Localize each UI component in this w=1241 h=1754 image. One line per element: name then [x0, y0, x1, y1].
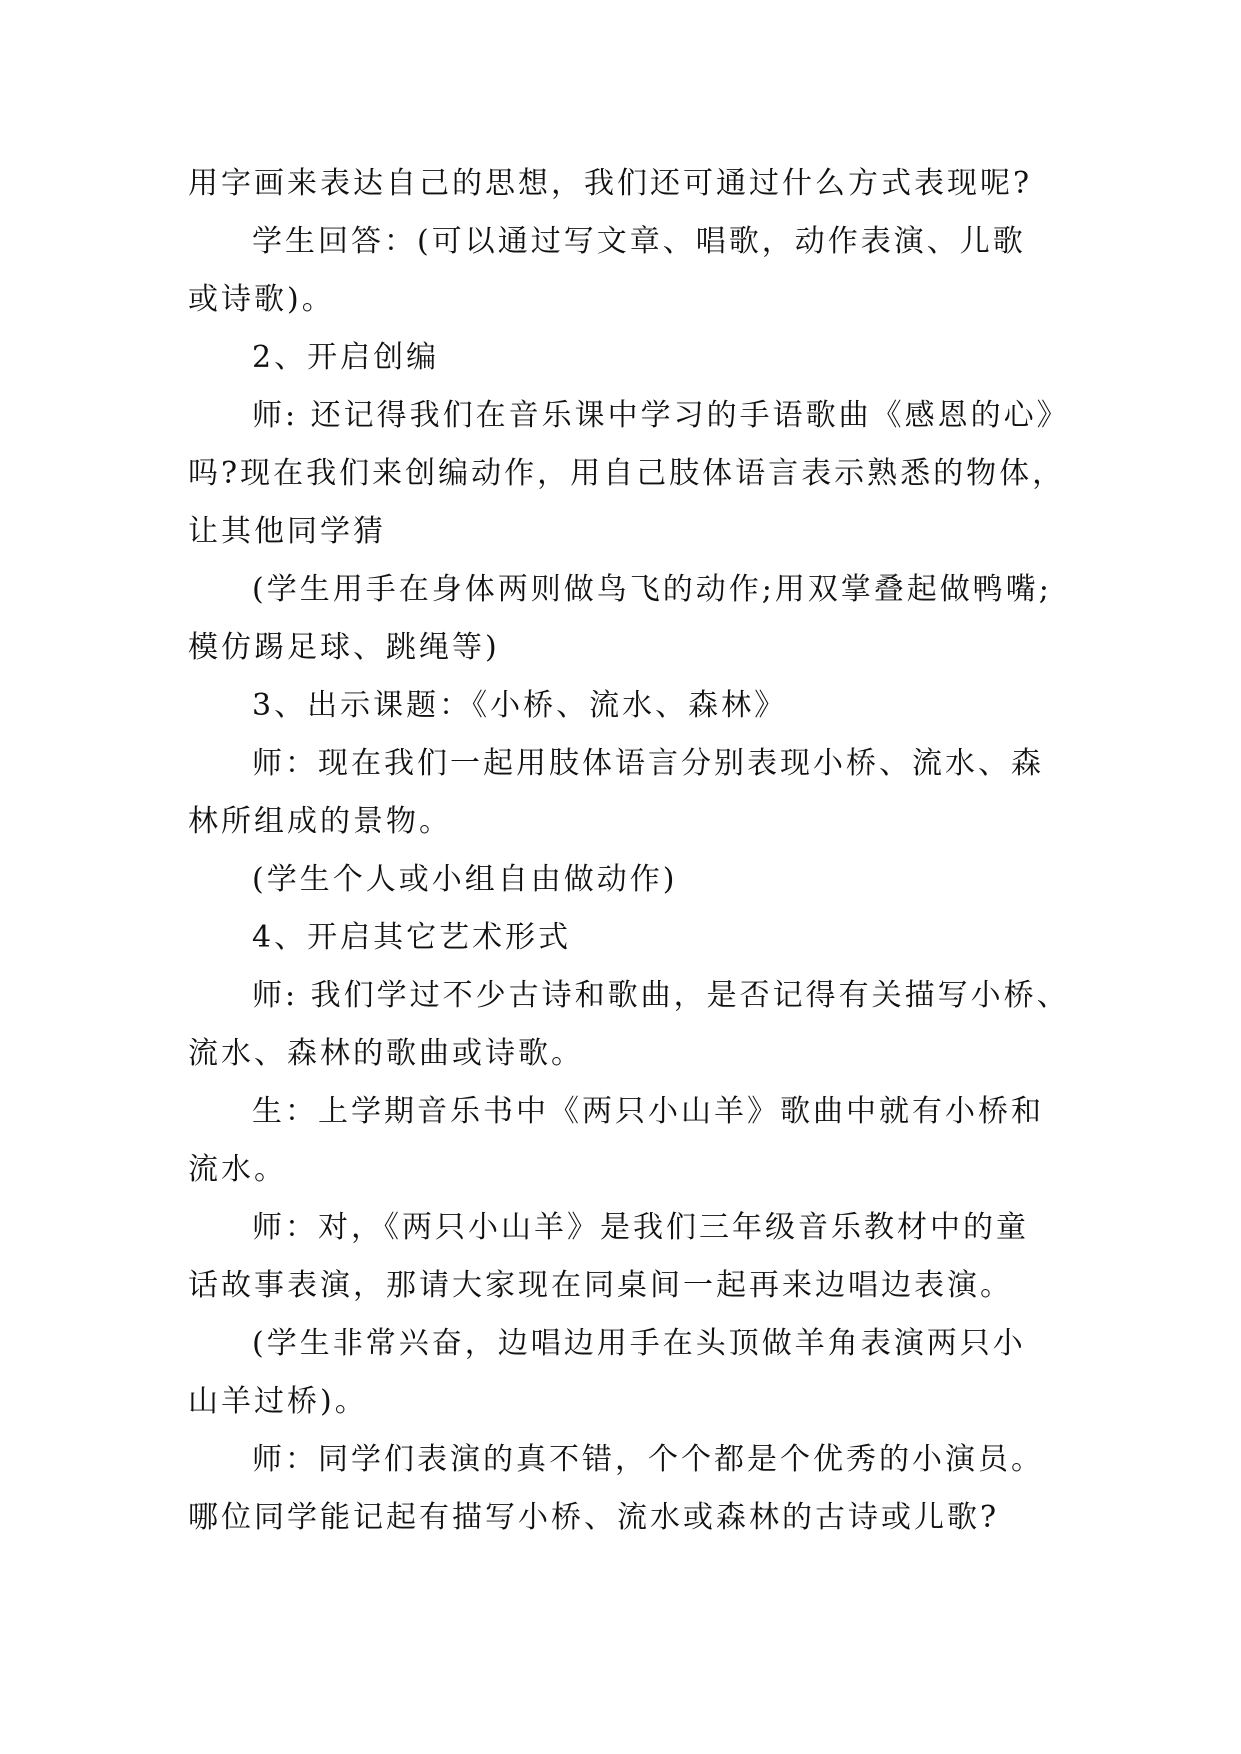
text-line-21: (学生非常兴奋，边唱边用手在头顶做羊角表演两只小 — [252, 1326, 1026, 1361]
text-line-12: 林所组成的景物。 — [188, 804, 452, 839]
text-line-20: 话故事表演，那请大家现在同桌间一起再来边唱边表演。 — [188, 1268, 1013, 1303]
text-line-6: 吗?现在我们来创编动作，用自己肢体语言表示熟悉的物体， — [188, 456, 1066, 491]
section-heading-3: 3、出示课题：《小桥、流水、森林》 — [252, 688, 788, 723]
text-line-24: 哪位同学能记起有描写小桥、流水或森林的古诗或儿歌? — [188, 1500, 1000, 1535]
text-line-5: 师: 还记得我们在音乐课中学习的手语歌曲《感恩的心》 — [252, 398, 1070, 433]
text-line-16: 流水、森林的歌曲或诗歌。 — [188, 1036, 584, 1071]
text-line-2: 学生回答：(可以通过写文章、唱歌，动作表演、儿歌 — [252, 224, 1026, 259]
text-line-13: (学生个人或小组自由做动作) — [252, 862, 678, 897]
section-heading-2: 2、开启创编 — [252, 340, 440, 375]
document-page — [188, 155, 1068, 1547]
text-line-1: 用字画来表达自己的思想，我们还可通过什么方式表现呢? — [188, 166, 1033, 201]
text-line-9: 模仿踢足球、跳绳等) — [188, 630, 500, 665]
text-line-18: 流水。 — [188, 1152, 287, 1187]
text-line-7: 让其他同学猜 — [188, 514, 386, 549]
text-line-19: 师：对，《两只小山羊》是我们三年级音乐教材中的童 — [252, 1210, 1029, 1245]
text-line-23: 师：同学们表演的真不错，个个都是个优秀的小演员。 — [252, 1442, 1044, 1477]
text-line-15: 师: 我们学过不少古诗和歌曲，是否记得有关描写小桥、 — [252, 978, 1070, 1013]
text-line-3: 或诗歌)。 — [188, 282, 335, 317]
text-line-11: 师：现在我们一起用肢体语言分别表现小桥、流水、森 — [252, 746, 1044, 781]
text-line-8: (学生用手在身体两则做鸟飞的动作;用双掌叠起做鸭嘴; — [252, 572, 1052, 607]
text-line-22: 山羊过桥)。 — [188, 1384, 368, 1419]
section-heading-4: 4、开启其它艺术形式 — [252, 920, 572, 955]
text-line-17: 生：上学期音乐书中《两只小山羊》歌曲中就有小桥和 — [252, 1094, 1044, 1129]
